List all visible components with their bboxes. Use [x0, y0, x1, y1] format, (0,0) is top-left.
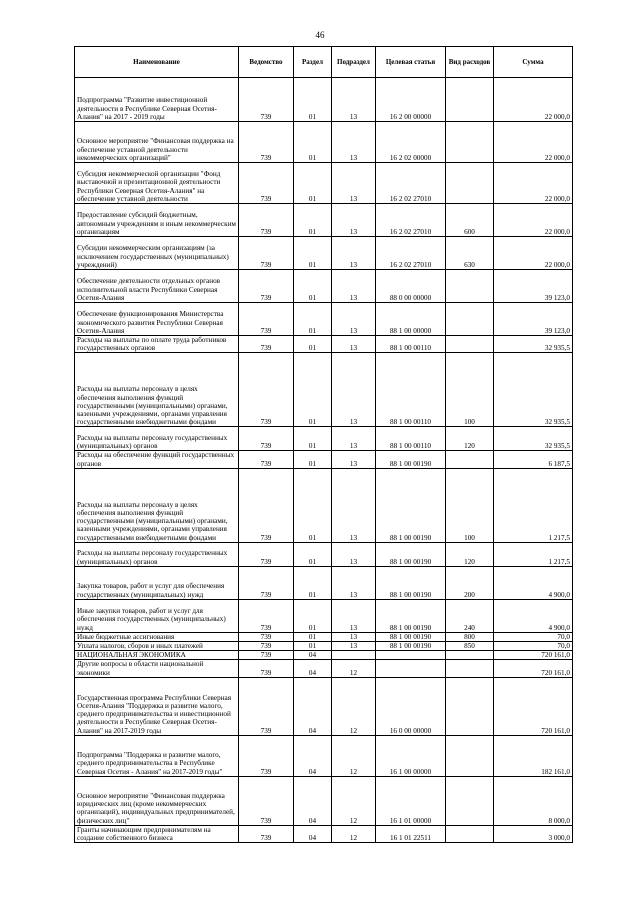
- table-row: [75, 825, 573, 842]
- cell-dept: 739: [239, 776, 294, 825]
- cell-sum: 39 123,0: [494, 270, 573, 303]
- cell-kind: 630: [446, 237, 494, 270]
- cell-sum: 4 900,0: [494, 566, 573, 599]
- cell-section: 01: [294, 542, 332, 566]
- cell-name: Гранты начинающим предпринимателям на создание собственного бизнеса: [75, 825, 239, 842]
- cell-sum: 22 000,0: [494, 204, 573, 237]
- cell-target: 88 1 00 00190: [376, 566, 446, 599]
- cell-sum: 70,0: [494, 632, 573, 641]
- cell-target: 88 1 00 00190: [376, 451, 446, 468]
- table-row: [75, 468, 573, 542]
- cell-section: 01: [294, 632, 332, 641]
- cell-name: Расходы на выплаты персоналу в целях обеспечения выполнения функций государственными (муниципальными) органами, казенными учреждениями, органами управления государственными внебюджетными фондами: [75, 468, 239, 542]
- cell-dept: 739: [239, 427, 294, 451]
- table-row: [75, 632, 573, 641]
- cell-section: 04: [294, 825, 332, 842]
- table-row: [75, 163, 573, 204]
- cell-section: 01: [294, 163, 332, 204]
- table-row: [75, 336, 573, 353]
- cell-dept: 739: [239, 336, 294, 353]
- table-row: [75, 353, 573, 427]
- cell-sum: 39 123,0: [494, 303, 573, 336]
- cell-name: Закупка товаров, работ и услуг для обеспечения государственных (муниципальных) нужд: [75, 566, 239, 599]
- cell-kind: 100: [446, 468, 494, 542]
- cell-dept: 739: [239, 677, 294, 735]
- cell-subsection: 13: [332, 468, 376, 542]
- cell-sum: 1 217,5: [494, 542, 573, 566]
- cell-target: 88 1 00 00190: [376, 632, 446, 641]
- cell-kind: [446, 776, 494, 825]
- cell-kind: [446, 660, 494, 677]
- cell-section: 01: [294, 599, 332, 632]
- table-row: [75, 303, 573, 336]
- page-number: 46: [315, 30, 325, 40]
- cell-kind: [446, 303, 494, 336]
- cell-dept: 739: [239, 542, 294, 566]
- cell-subsection: 12: [332, 660, 376, 677]
- cell-target: 88 1 00 00190: [376, 642, 446, 651]
- cell-dept: 739: [239, 599, 294, 632]
- cell-kind: [446, 451, 494, 468]
- cell-dept: 739: [239, 451, 294, 468]
- cell-target: 16 1 01 22511: [376, 825, 446, 842]
- cell-kind: [446, 270, 494, 303]
- cell-kind: 100: [446, 353, 494, 427]
- cell-kind: [446, 122, 494, 163]
- cell-kind: 200: [446, 566, 494, 599]
- cell-sum: 3 000,0: [494, 825, 573, 842]
- cell-sum: 720 161,0: [494, 651, 573, 660]
- cell-name: Основное мероприятие "Финансовая поддержка на обеспечение уставной деятельности некоммерческих организаций": [75, 122, 239, 163]
- cell-target: 16 2 02 00000: [376, 122, 446, 163]
- cell-target: 88 1 00 00190: [376, 468, 446, 542]
- cell-subsection: 12: [332, 776, 376, 825]
- cell-kind: [446, 677, 494, 735]
- cell-name: Другие вопросы в области национальной экономики: [75, 660, 239, 677]
- cell-kind: 120: [446, 427, 494, 451]
- cell-subsection: 13: [332, 237, 376, 270]
- cell-subsection: 12: [332, 677, 376, 735]
- cell-target: 88 0 00 00000: [376, 270, 446, 303]
- cell-target: 16 1 01 00000: [376, 776, 446, 825]
- table-row: [75, 204, 573, 237]
- cell-kind: 240: [446, 599, 494, 632]
- cell-section: 01: [294, 451, 332, 468]
- cell-section: 01: [294, 303, 332, 336]
- cell-dept: 739: [239, 735, 294, 776]
- cell-sum: 32 935,5: [494, 336, 573, 353]
- table-row: [75, 660, 573, 677]
- cell-name: Уплата налогов, сборов и иных платежей: [75, 642, 239, 651]
- table-row: [75, 451, 573, 468]
- cell-dept: 739: [239, 825, 294, 842]
- table-row: [75, 78, 573, 122]
- cell-target: 16 2 02 27010: [376, 163, 446, 204]
- cell-kind: 120: [446, 542, 494, 566]
- cell-sum: 22 000,0: [494, 237, 573, 270]
- cell-sum: 720 161,0: [494, 677, 573, 735]
- cell-name: Расходы на выплаты персоналу государственных (муниципальных) органов: [75, 542, 239, 566]
- cell-kind: [446, 163, 494, 204]
- cell-name: Подпрограмма "Поддержка и развитие малого, среднего предпринимательства в Республике Северная Осетия - Алания" на 2017-2019 годы": [75, 735, 239, 776]
- cell-subsection: 13: [332, 632, 376, 641]
- cell-name: Расходы на выплаты персоналу государственных (муниципальных) органов: [75, 427, 239, 451]
- cell-sum: 8 000,0: [494, 776, 573, 825]
- cell-name: Предоставление субсидий бюджетным, автономным учреждениям и иным некоммерческим организациям: [75, 204, 239, 237]
- table-row: [75, 677, 573, 735]
- cell-kind: 600: [446, 204, 494, 237]
- cell-target: [376, 660, 446, 677]
- cell-section: 01: [294, 566, 332, 599]
- cell-subsection: 13: [332, 303, 376, 336]
- cell-target: 88 1 00 00190: [376, 599, 446, 632]
- cell-name: Иные бюджетные ассигнования: [75, 632, 239, 641]
- cell-sum: 70,0: [494, 642, 573, 651]
- header-section: Раздел: [294, 47, 332, 78]
- cell-subsection: 12: [332, 735, 376, 776]
- cell-sum: 720 161,0: [494, 660, 573, 677]
- cell-kind: [446, 735, 494, 776]
- cell-dept: 739: [239, 78, 294, 122]
- cell-dept: 739: [239, 237, 294, 270]
- cell-name: Субсидия некоммерческой организации "Фонд выставочной и презентационной деятельности Республики Северная Осетия-Алания" на обеспечение уставной деятельности: [75, 163, 239, 204]
- header-sum: Сумма: [494, 47, 573, 78]
- cell-sum: 6 187,5: [494, 451, 573, 468]
- cell-sum: 32 935,5: [494, 353, 573, 427]
- cell-sum: 22 000,0: [494, 163, 573, 204]
- cell-subsection: 13: [332, 163, 376, 204]
- cell-section: 01: [294, 336, 332, 353]
- cell-name: НАЦИОНАЛЬНАЯ ЭКОНОМИКА: [75, 651, 239, 660]
- cell-name: Расходы на выплаты персоналу в целях обеспечения выполнения функций государственными (муниципальными) органами, казенными учреждениями, органами управления государственными внебюджетными фондами: [75, 353, 239, 427]
- cell-subsection: 13: [332, 270, 376, 303]
- cell-name: Иные закупки товаров, работ и услуг для обеспечения государственных (муниципальных) нужд: [75, 599, 239, 632]
- table-row: [75, 642, 573, 651]
- cell-target: 16 2 02 27010: [376, 204, 446, 237]
- cell-target: [376, 651, 446, 660]
- cell-target: 16 0 00 00000: [376, 677, 446, 735]
- header-dept: Ведомство: [239, 47, 294, 78]
- cell-section: 04: [294, 776, 332, 825]
- cell-sum: 32 935,5: [494, 427, 573, 451]
- cell-subsection: 13: [332, 642, 376, 651]
- cell-name: Подпрограмма "Развитие инвестиционной деятельности в Республике Северная Осетия-Алания" на 2017 - 2019 годы: [75, 78, 239, 122]
- cell-dept: 739: [239, 468, 294, 542]
- cell-dept: 739: [239, 632, 294, 641]
- cell-target: 88 1 00 00190: [376, 542, 446, 566]
- cell-dept: 739: [239, 566, 294, 599]
- cell-kind: [446, 78, 494, 122]
- cell-section: 01: [294, 353, 332, 427]
- cell-name: Расходы на обеспечение функций государственных органов: [75, 451, 239, 468]
- table-row: [75, 735, 573, 776]
- table-row: [75, 599, 573, 632]
- cell-target: 88 1 00 00110: [376, 427, 446, 451]
- cell-dept: 739: [239, 163, 294, 204]
- table-row: [75, 122, 573, 163]
- cell-sum: 4 900,0: [494, 599, 573, 632]
- header-name: Наименование: [75, 47, 239, 78]
- cell-subsection: 13: [332, 542, 376, 566]
- cell-section: 01: [294, 270, 332, 303]
- cell-section: 01: [294, 468, 332, 542]
- cell-kind: [446, 336, 494, 353]
- cell-target: 16 1 00 00000: [376, 735, 446, 776]
- cell-section: 01: [294, 642, 332, 651]
- cell-target: 88 1 00 00000: [376, 303, 446, 336]
- cell-section: 01: [294, 204, 332, 237]
- cell-dept: 739: [239, 642, 294, 651]
- cell-section: 01: [294, 78, 332, 122]
- cell-dept: 739: [239, 660, 294, 677]
- cell-subsection: 12: [332, 825, 376, 842]
- header-target: Целевая статья: [376, 47, 446, 78]
- cell-subsection: 13: [332, 427, 376, 451]
- cell-target: 88 1 00 00110: [376, 336, 446, 353]
- cell-kind: 800: [446, 632, 494, 641]
- cell-dept: 739: [239, 270, 294, 303]
- budget-table: [74, 46, 573, 843]
- table-row: [75, 651, 573, 660]
- cell-subsection: 13: [332, 566, 376, 599]
- cell-dept: 739: [239, 204, 294, 237]
- table-row: [75, 427, 573, 451]
- cell-subsection: 13: [332, 204, 376, 237]
- cell-kind: [446, 651, 494, 660]
- table-header-row: [75, 47, 573, 78]
- cell-section: 04: [294, 651, 332, 660]
- cell-section: 04: [294, 735, 332, 776]
- cell-sum: 182 161,0: [494, 735, 573, 776]
- cell-name: Обеспечение функционирования Министерства экономического развития Республики Северная Осетия-Алания: [75, 303, 239, 336]
- cell-subsection: 13: [332, 599, 376, 632]
- cell-name: Субсидии некоммерческим организациям (за исключением государственных (муниципальных) учреждений): [75, 237, 239, 270]
- header-kind: Вид расходов: [446, 47, 494, 78]
- cell-sum: 1 217,5: [494, 468, 573, 542]
- cell-target: 88 1 00 00110: [376, 353, 446, 427]
- cell-section: 01: [294, 122, 332, 163]
- cell-subsection: 13: [332, 78, 376, 122]
- table-row: [75, 270, 573, 303]
- table-row: [75, 566, 573, 599]
- cell-section: 01: [294, 427, 332, 451]
- cell-name: Расходы на выплаты по оплате труда работников государственных органов: [75, 336, 239, 353]
- cell-subsection: 13: [332, 451, 376, 468]
- cell-kind: [446, 825, 494, 842]
- cell-name: Государственная программа Республики Северная Осетия-Алания "Поддержка и развитие малого, среднего предпринимательства и инвестиционной деятельности в Республике Северная Осетия-Алания" на 2017-2019 годы: [75, 677, 239, 735]
- header-subsection: Подраздел: [332, 47, 376, 78]
- cell-dept: 739: [239, 303, 294, 336]
- cell-section: 01: [294, 237, 332, 270]
- cell-target: 16 2 02 27010: [376, 237, 446, 270]
- cell-subsection: 13: [332, 336, 376, 353]
- cell-dept: 739: [239, 651, 294, 660]
- table-row: [75, 237, 573, 270]
- cell-dept: 739: [239, 353, 294, 427]
- cell-subsection: 13: [332, 122, 376, 163]
- cell-sum: 22 000,0: [494, 122, 573, 163]
- cell-dept: 739: [239, 122, 294, 163]
- cell-kind: 850: [446, 642, 494, 651]
- cell-section: 04: [294, 677, 332, 735]
- table-row: [75, 542, 573, 566]
- cell-subsection: 13: [332, 353, 376, 427]
- cell-subsection: [332, 651, 376, 660]
- cell-name: Основное мероприятие "Финансовая поддержка юридических лиц (кроме некоммерческих организаций), индивидуальных предпринимателей, физических лиц": [75, 776, 239, 825]
- cell-sum: 22 000,0: [494, 78, 573, 122]
- cell-target: 16 2 00 00000: [376, 78, 446, 122]
- table-row: [75, 776, 573, 825]
- cell-section: 04: [294, 660, 332, 677]
- cell-name: Обеспечение деятельности отдельных органов исполнительной власти Республики Северная Осетия-Алания: [75, 270, 239, 303]
